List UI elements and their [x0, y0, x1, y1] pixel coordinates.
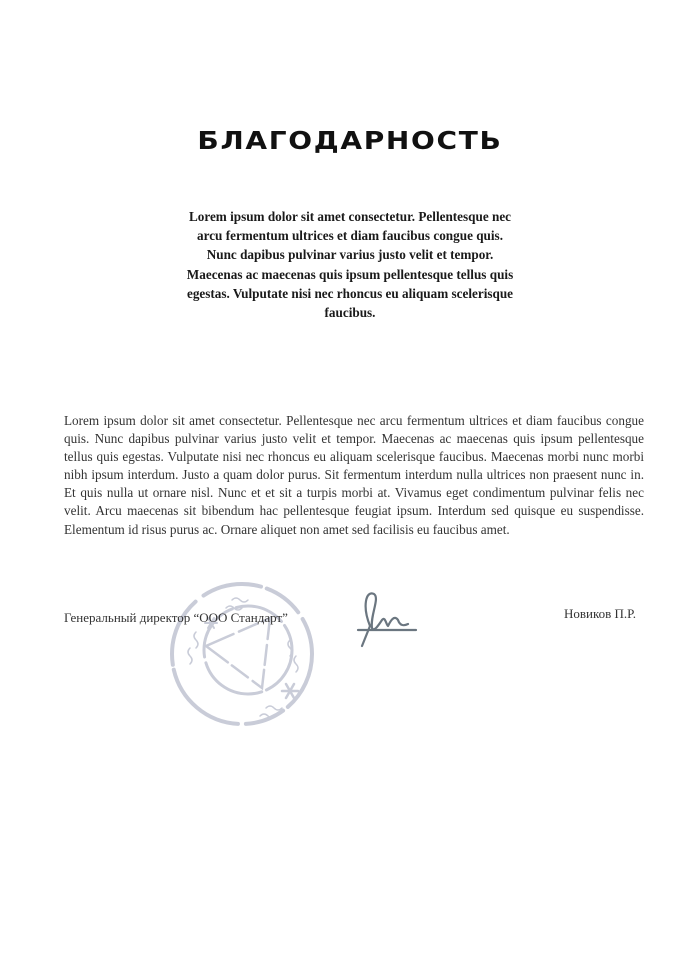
handwritten-signature [352, 586, 424, 648]
signatory-role: Генеральный директор “ООО Стандарт” [64, 610, 288, 625]
signatory-name: Новиков П.Р. [563, 606, 636, 621]
body-paragraph: Lorem ipsum dolor sit amet consectetur. Pellentesque nec arcu fermentum ultrices et diam faucibus congue quis. Nunc dapibus pulvinar varius justo velit et tempor. Maecenas ac maecenas quis ipsum pellentesque tellus quis egestas. Vulputate nisi nec rhoncus eu aliquam scelerisque faucibus. Maecenas morbi nunc morbi nibh ipsum interdum. Justo a quam dolor purus. Sit fermentum interdum nulla ultrices non praesent nunc in. Et quis nulla ut ornare nisl. Nunc et et sit a turpis morbi at. Vivamus eget condimentum pulvinar felis nec velit. Arcu maecenas sit bibendum hac pellentesque feugiat ipsum. Interdum sed quisque eu suspendisse. Elementum id risus purus ac. Ornare aliquet non amet sed facilisis eu faucibus amet. [64, 413, 644, 537]
lead-paragraph: Lorem ipsum dolor sit amet consectetur. Pellentesque nec arcu fermentum ultrices et diam faucibus congue quis. Nunc dapibus pulvinar varius justo velit et tempor. Maecenas ac maecenas quis ipsum pellentesque tellus quis egestas. Vulputate nisi nec rhoncus eu aliquam scelerisque faucibus. [186, 209, 514, 321]
document-title: БЛАГОДАРНОСТЬ [197, 126, 503, 155]
stamp-seal-icon [166, 578, 318, 730]
